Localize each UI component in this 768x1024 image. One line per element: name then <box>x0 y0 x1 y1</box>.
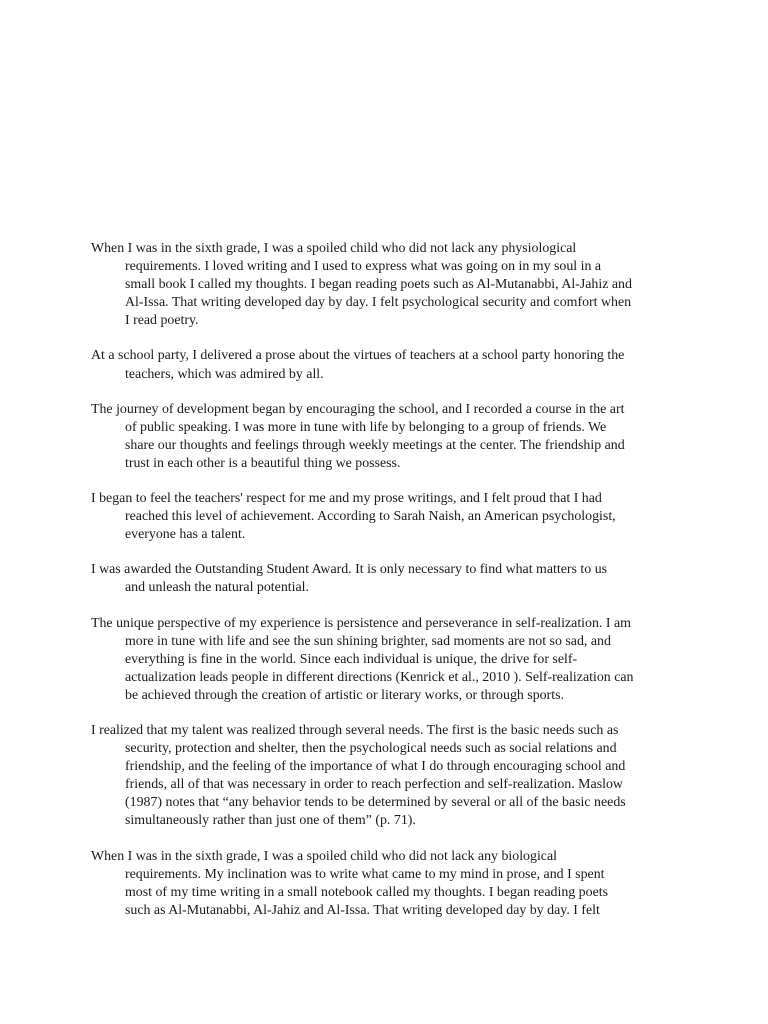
paragraph-1: When I was in the sixth grade, I was a spoiled child who did not lack any physiological requirements. I loved writing and I used to express what was going on in my soul in a small book I called my thoughts. I began reading poets such as Al-Mutanabbi, Al-Jahiz and Al-Issa. That writing developed day by day. I felt psychological security and comfort when I read poetry. <box>91 241 632 329</box>
paragraph-2: At a school party, I delivered a prose about the virtues of teachers at a school party honoring the teachers, which was admired by all. <box>91 348 625 382</box>
paragraph-6: The unique perspective of my experience is persistence and perseverance in self-realization. I am more in tune with life and see the sun shining brighter, sad moments are not so sad, and everything is fine in the world. Since each individual is unique, the drive for self- actualization leads people in different directions (Kenrick et al., 2010 ). Self-realization can be achieved through the creation of artistic or literary works, or through sports. <box>91 615 634 703</box>
paragraph-3: The journey of development began by encouraging the school, and I recorded a course in the art of public speaking. I was more in tune with life by belonging to a group of friends. We share our thoughts and feelings through weekly meetings at the center. The friendship and trust in each other is a beautiful thing we possess. <box>91 401 625 471</box>
paragraph-8: When I was in the sixth grade, I was a spoiled child who did not lack any biological requirements. My inclination was to write what came to my mind in prose, and I spent most of my time writing in a small notebook called my thoughts. I began reading poets such as Al-Mutanabbi, Al-Jahiz and Al-Issa. That writing developed day by day. I felt <box>91 848 608 918</box>
paragraph-4: I began to feel the teachers' respect for me and my prose writings, and I felt proud that I had reached this level of achievement. According to Sarah Naish, an American psychologist, everyone has a talent. <box>91 491 616 543</box>
paragraph-5: I was awarded the Outstanding Student Award. It is only necessary to find what matters to us and unleash the natural potential. <box>91 562 608 596</box>
paragraph-7: I realized that my talent was realized through several needs. The first is the basic needs such as security, protection and shelter, then the psychological needs such as social relations and friendship, and the feeling of the importance of what I do through encouraging school and friends, all of that was necessary in order to reach perfection and self-realization. Maslow (1987) notes that “any behavior tends to be determined by several or all of the basic needs simultaneously rather than just one of them” (p. 71). <box>91 722 626 829</box>
document-body <box>91 240 691 937</box>
